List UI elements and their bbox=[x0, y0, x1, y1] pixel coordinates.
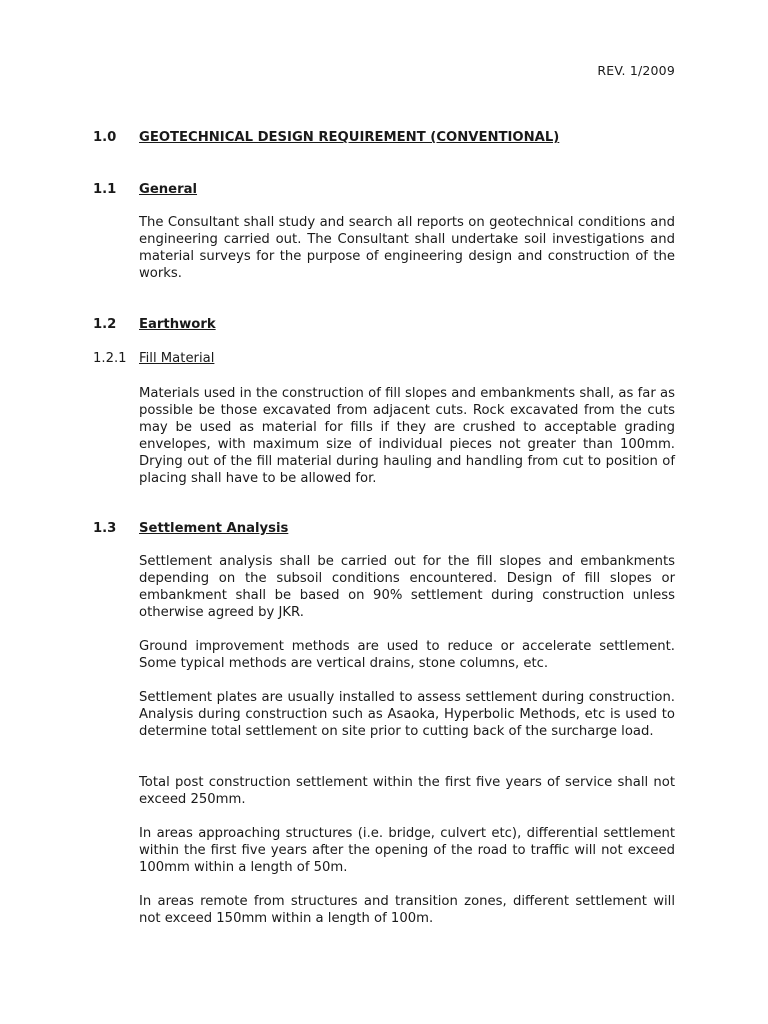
settlement-paragraph-1: Settlement analysis shall be carried out for the fill slopes and embankments depending on the subsoil conditions encountered. Design of fill slopes or embankment shall be based on 90% settlement during construction unless otherwise agreed by JKR. bbox=[139, 554, 675, 620]
settlement-paragraph-2: Ground improvement methods are used to reduce or accelerate settlement. Some typical methods are vertical drains, stone columns, etc. bbox=[139, 639, 675, 671]
section-title: Settlement Analysis bbox=[139, 521, 289, 536]
section-title: General bbox=[139, 182, 198, 197]
section-title: GEOTECHNICAL DESIGN REQUIREMENT (CONVENTIONAL) bbox=[139, 130, 560, 145]
section-number: 1.2.1 bbox=[93, 351, 127, 366]
settlement-paragraph-3: Settlement plates are usually installed to assess settlement during construction. Analysis during construction such as Asaoka, Hyperbolic Methods, etc is used to determine total settlement on site prior to cutting back of the surcharge load. bbox=[139, 690, 675, 739]
section-number: 1.1 bbox=[93, 182, 117, 197]
general-paragraph: The Consultant shall study and search all reports on geotechnical conditions and engineering carried out. The Consultant shall undertake soil investigations and material surveys for the purpose of engineering design and construction of the works. bbox=[139, 215, 675, 281]
fill-material-paragraph: Materials used in the construction of fill slopes and embankments shall, as far as possible be those excavated from adjacent cuts. Rock excavated from the cuts may be used as material for fills if they are crushed to acceptable grading envelopes, with maximum size of individual pieces not greater than 100mm. Drying out of the fill material during hauling and handling from cut to position of placing shall have to be allowed for. bbox=[139, 386, 675, 486]
section-number: 1.3 bbox=[93, 521, 117, 536]
revision-label: REV. 1/2009 bbox=[597, 63, 675, 78]
section-title: Earthwork bbox=[139, 317, 216, 332]
settlement-paragraph-4: Total post construction settlement within the first five years of service shall not exceed 250mm. bbox=[139, 775, 675, 807]
settlement-paragraph-5: In areas approaching structures (i.e. bridge, culvert etc), differential settlement within the first five years after the opening of the road to traffic will not exceed 100mm within a length of 50m. bbox=[139, 826, 675, 875]
section-title: Fill Material bbox=[139, 351, 215, 366]
settlement-paragraph-6: In areas remote from structures and transition zones, different settlement will not exceed 150mm within a length of 100m. bbox=[139, 894, 675, 926]
section-number: 1.2 bbox=[93, 317, 117, 332]
section-number: 1.0 bbox=[93, 130, 117, 145]
